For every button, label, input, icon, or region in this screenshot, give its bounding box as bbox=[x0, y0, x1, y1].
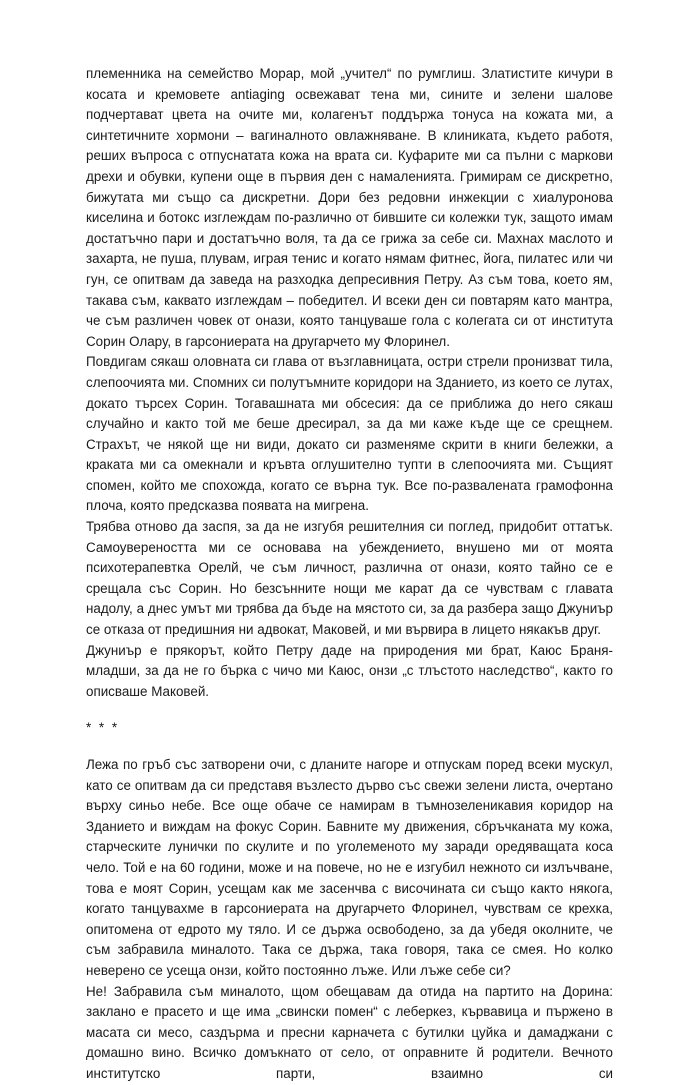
paragraph-1: племенника на семейство Морар, мой „учител“ по румглиш. Златистите кичури в косата и кремовете antiaging освежават тена ми, сините и зелени шалове подчертават цвета на очите ми, колагенът поддържа тонуса на кожата ми, а синтетичните хормони – вагиналното овлажняване. В клиниката, където работя, реших въпроса с отпуснатата кожа на врата си. Куфарите ми са пълни с маркови дрехи и обувки, купени още в първия ден с намаленията. Гримирам се дискретно, бижутата ми също са дискретни. Дори без редовни инжекции с хиалуронова киселина и ботокс изглеждам по-различно от бившите си колежки тук, защото имам достатъчно пари и достатъчно воля, та да се грижа за себе си. Махнах маслото и захарта, не пуша, плувам, играя тенис и когато нямам фитнес, йога, пилатес или чи гун, се опитвам да заведа на разходка депресивния Петру. Аз съм това, което ям, такава съм, каквато изглеждам – победител. И всеки ден си повтарям като мантра, че съм различен човек от онази, която танцуваше гола с колегата си от института Сорин Олару, в гарсониерата на другарчето му Флоринел. bbox=[86, 66, 613, 349]
section-gap bbox=[86, 739, 613, 755]
paragraph-4: Джуниър е прякорът, който Петру даде на природения ми брат, Каюс Браня-младши, за да не го бърка с чичо ми Каюс, онзи „с тлъстото наследство“, както го описваше Маковей. bbox=[86, 642, 613, 699]
paragraph-3: Трябва отново да заспя, за да не изгубя решителния си поглед, придобит оттатък. Самоувереността ми се основава на убеждението, внушено ми от моята психотерапевтка Орелй, че съм личност, различна от онази, която тайно се е срещала със Сорин. Но безсънните нощи ме карат да се чувствам с главата надолу, а днес умът ми трябва да бъде на мястото си, за да разбера защо Джуниър се отказа от предишния ни адвокат, Маковей, и ми вървира в лицето някакъв друг. bbox=[86, 519, 613, 638]
section-gap bbox=[86, 702, 613, 718]
document-page bbox=[86, 64, 613, 1085]
paragraph-5: Лежа по гръб със затворени очи, с дланите нагоре и отпускам поред всеки мускул, като се опитвам да си представя възлесто дърво със свежи зелени листа, очертано върху синьо небе. Все още обаче се намирам в тъмнозеленикавия коридор на Зданието и виждам на фокус Сорин. Бавните му движения, сбръчканата му кожа, старческите лунички по скулите и по уголеменото му заради оредяващата коса чело. Той е на 60 години, може и на повече, но не е изгубил нежното си излъчване, това е моят Сорин, усещам как ме засенчва с височината си също както някога, когато танцувахме в гарсониерата на другарчето Флоринел, чувствам се крехка, опитомена от едрото му тяло. И се държа освободено, за да убедя околните, че съм забравила миналото. Така се държа, така говоря, така се смея. Но колко неверено се усеща онзи, който постоянно лъже. Или лъже себе си? bbox=[86, 757, 613, 978]
section-separator: * * * bbox=[86, 720, 120, 736]
paragraph-2: Повдигам сякаш оловната си глава от възглавницата, остри стрели пронизват тила, слепоочията ми. Спомних си полутъмните коридори на Зданието, из което се лутах, докато търсех Сорин. Тогавашната ми обсесия: да се приближа до него сякаш случайно и както той ме беше дресирал, за да ми каже къде ще се срещнем. Страхът, че някой ще ни види, докато си разменяме скрити в книги бележки, а краката ми са омекнали и кръвта оглушително тупти в слепоочията ми. Същият спомен, който ме спохожда, когато се върна тук. Все по-развалената грамофонна плоча, която предсказва появата на мигрена. bbox=[86, 354, 613, 514]
paragraph-6: Не! Забравила съм миналото, щом обещавам да отида на партито на Дорина: заклано е прасето и ще има „свински помен“ с леберкез, кървавица и пържено в масата си месо, саздърма и пресни карначета с бутилки цуйка и дамаджани с домашно вино. Всичко домъкнато от село, от оправните й родители. Вечното институтско парти, взаимно си bbox=[86, 983, 613, 1081]
